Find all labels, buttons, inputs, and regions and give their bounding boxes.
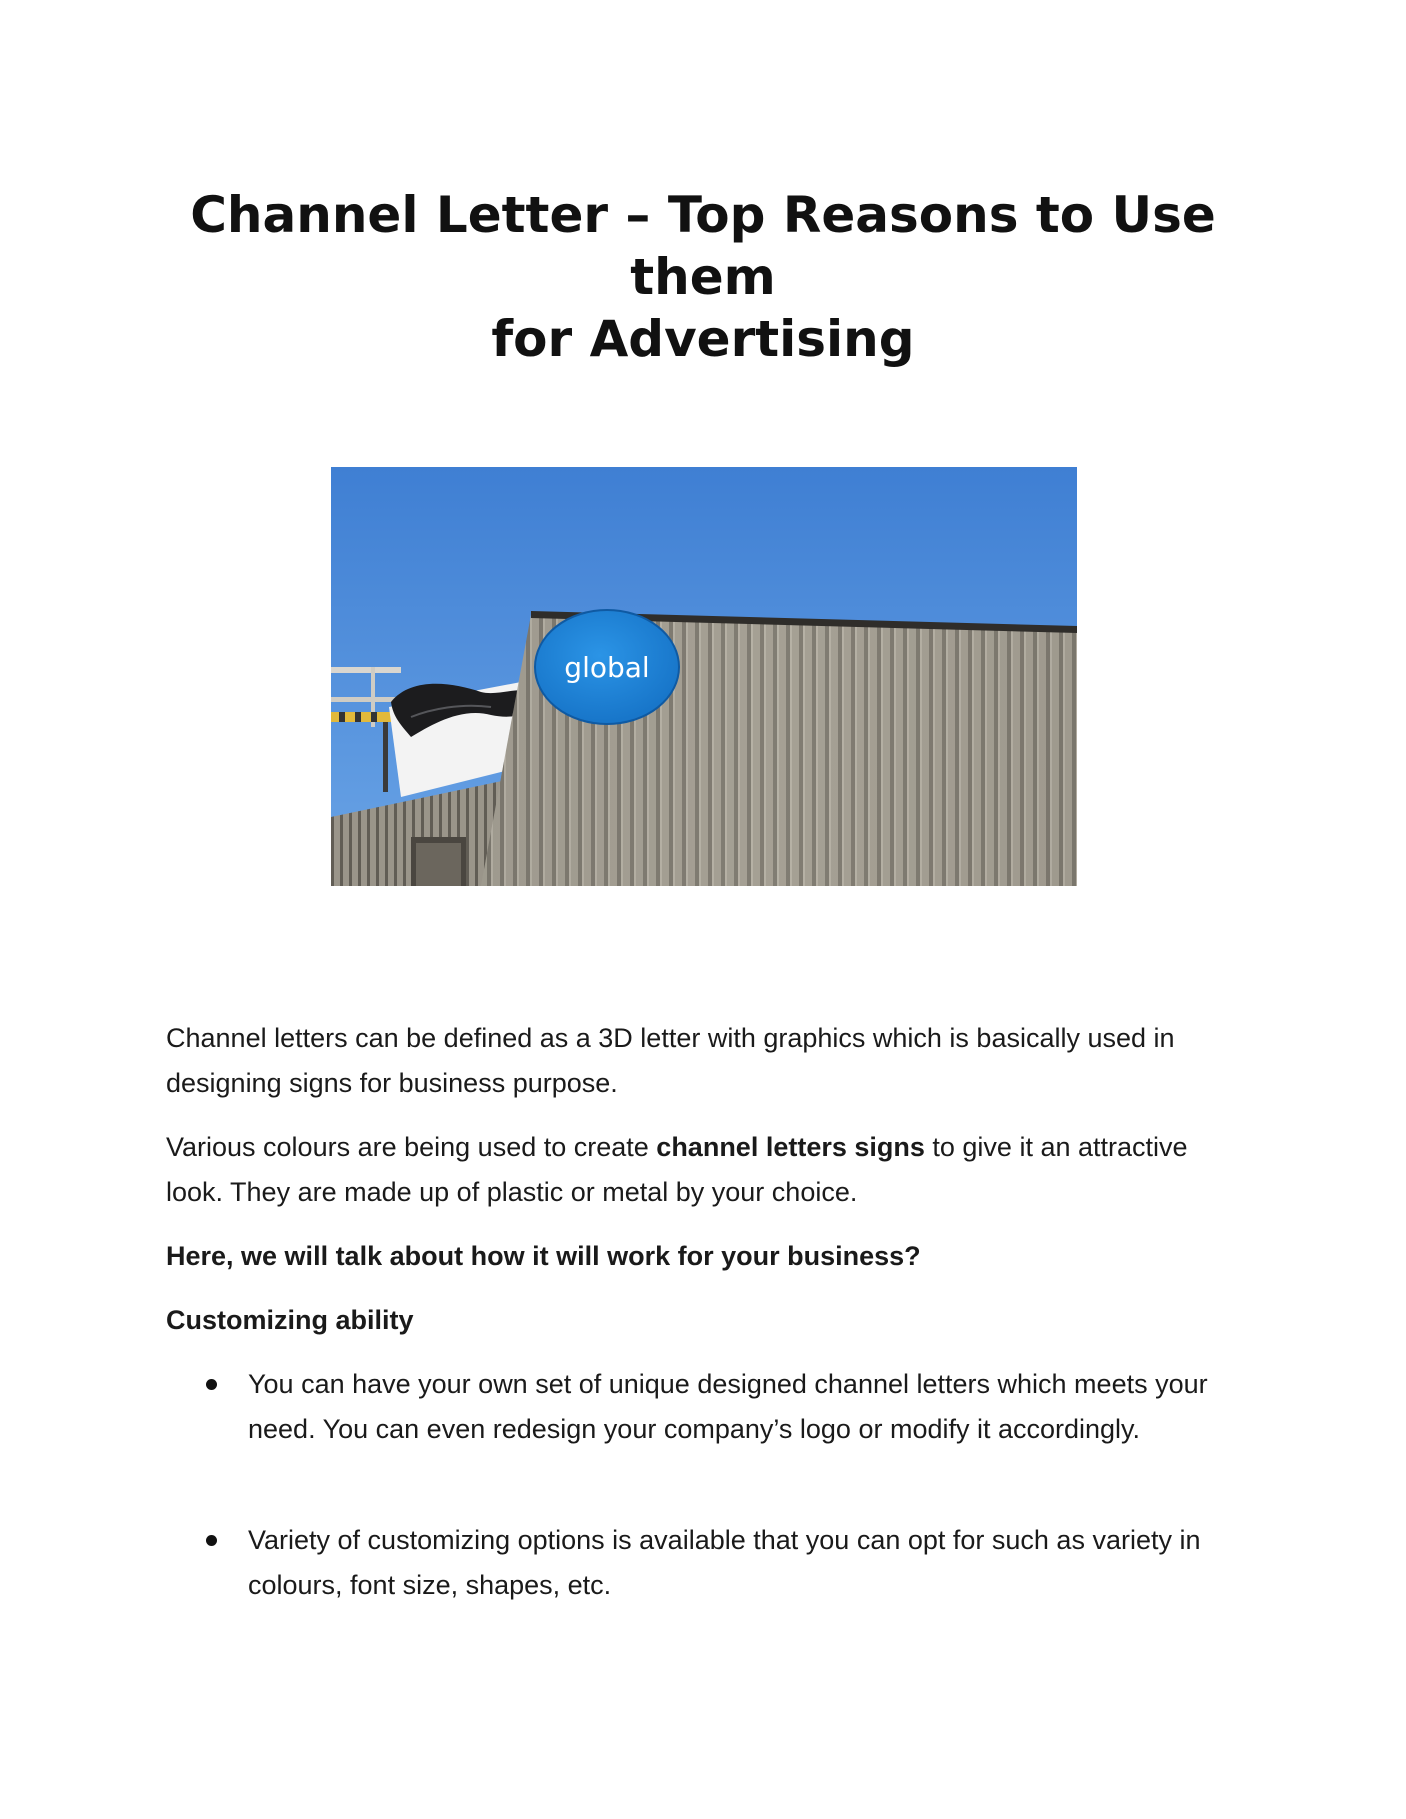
channel-letters-signs-link: channel letters signs: [656, 1132, 925, 1162]
section-heading: Customizing ability: [166, 1305, 414, 1335]
page-title-line-1: Channel Letter – Top Reasons to Use them: [190, 186, 1216, 306]
list-item: [166, 1518, 1246, 1608]
intro-paragraph: Channel letters can be defined as a 3D letter with graphics which is basically used in designing signs for business purpose.: [166, 1023, 1175, 1098]
list-item-text: Variety of customizing options is available that you can opt for such as variety in colours, font size, shapes, etc.: [248, 1525, 1201, 1600]
colour-paragraph-start: Various colours are being used to create: [166, 1132, 657, 1162]
hero-image: [331, 467, 1077, 886]
list-item: [166, 1362, 1246, 1452]
global-sign: [535, 610, 679, 724]
colour-paragraph: [166, 1125, 1246, 1215]
bullet-list-1: [166, 1362, 1246, 1452]
page-title-line-2: for Advertising: [491, 310, 915, 368]
bullet-icon: [206, 1379, 217, 1390]
bullet-icon: [206, 1535, 217, 1546]
sign-text: global: [564, 651, 650, 684]
question-heading: Here, we will talk about how it will work for your business?: [166, 1241, 921, 1271]
building-sign-photo: [331, 467, 1077, 886]
colour-paragraph-end: to give it an attractive look. They are made up of plastic or metal by your choice.: [166, 1132, 1188, 1207]
list-item-text: You can have your own set of unique designed channel letters which meets your need. You can even redesign your company’s logo or modify it accordingly.: [248, 1369, 1208, 1444]
bullet-list-2: [166, 1518, 1246, 1608]
page-title: [150, 184, 1256, 370]
